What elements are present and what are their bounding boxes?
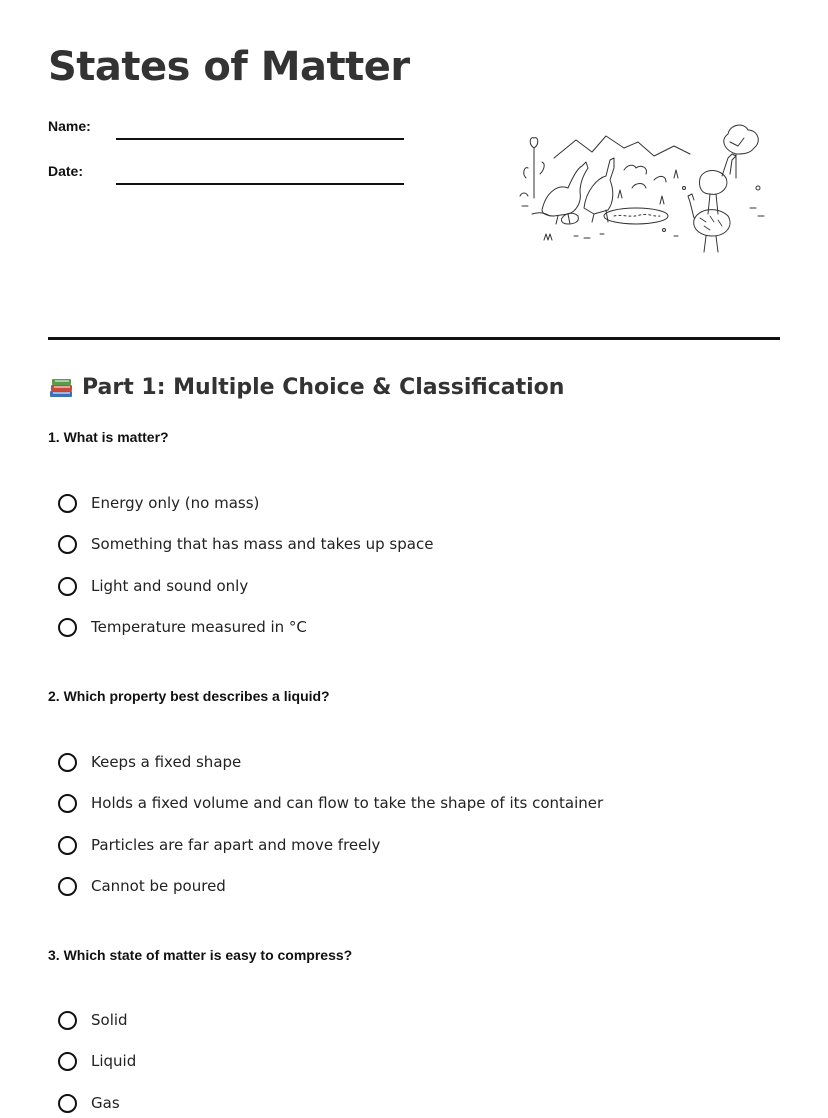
name-field[interactable]: [48, 118, 408, 148]
page-title: States of Matter: [48, 44, 410, 90]
q1-option-a[interactable]: [58, 490, 259, 516]
option-label: Holds a fixed volume and can flow to take the shape of its container: [91, 794, 604, 812]
option-label: Temperature measured in °C: [91, 618, 307, 636]
option-label: Particles are far apart and move freely: [91, 836, 381, 854]
question-3: 3. Which state of matter is easy to compress?: [48, 947, 353, 963]
q1-option-d[interactable]: [58, 614, 307, 640]
radio-button[interactable]: [58, 836, 77, 855]
option-label: Liquid: [91, 1052, 137, 1070]
q3-option-c[interactable]: [58, 1090, 120, 1116]
q1-option-b[interactable]: [58, 531, 433, 557]
books-icon: [48, 374, 74, 400]
q3-option-b[interactable]: [58, 1048, 136, 1074]
q1-option-c[interactable]: [58, 573, 248, 599]
part1-heading-text: Part 1: Multiple Choice & Classification: [82, 374, 565, 400]
q3-option-a[interactable]: [58, 1007, 128, 1033]
date-field[interactable]: [48, 163, 408, 193]
question-2: 2. Which property best describes a liquid?: [48, 688, 330, 704]
name-label: Name:: [48, 118, 91, 134]
radio-button[interactable]: [58, 577, 77, 596]
part1-heading: [48, 374, 564, 400]
option-label: Gas: [91, 1094, 120, 1112]
radio-button[interactable]: [58, 794, 77, 813]
radio-button[interactable]: [58, 753, 77, 772]
option-label: Something that has mass and takes up space: [91, 535, 434, 553]
radio-button[interactable]: [58, 877, 77, 896]
radio-button[interactable]: [58, 1011, 77, 1030]
q2-option-a[interactable]: [58, 749, 241, 775]
radio-button[interactable]: [58, 1094, 77, 1113]
option-label: Energy only (no mass): [91, 494, 260, 512]
date-label: Date:: [48, 163, 84, 179]
radio-button[interactable]: [58, 1052, 77, 1071]
option-label: Keeps a fixed shape: [91, 753, 242, 771]
option-label: Solid: [91, 1011, 128, 1029]
radio-button[interactable]: [58, 618, 77, 637]
option-label: Cannot be poured: [91, 877, 226, 895]
option-label: Light and sound only: [91, 577, 249, 595]
question-1: 1. What is matter?: [48, 429, 169, 445]
section-divider: [48, 337, 780, 340]
date-line[interactable]: [116, 183, 404, 185]
radio-button[interactable]: [58, 535, 77, 554]
q2-option-b[interactable]: [58, 790, 603, 816]
radio-button[interactable]: [58, 494, 77, 513]
q2-option-d[interactable]: [58, 873, 226, 899]
name-line[interactable]: [116, 138, 404, 140]
q2-option-c[interactable]: [58, 832, 380, 858]
wildlife-scene-illustration: [514, 118, 776, 260]
